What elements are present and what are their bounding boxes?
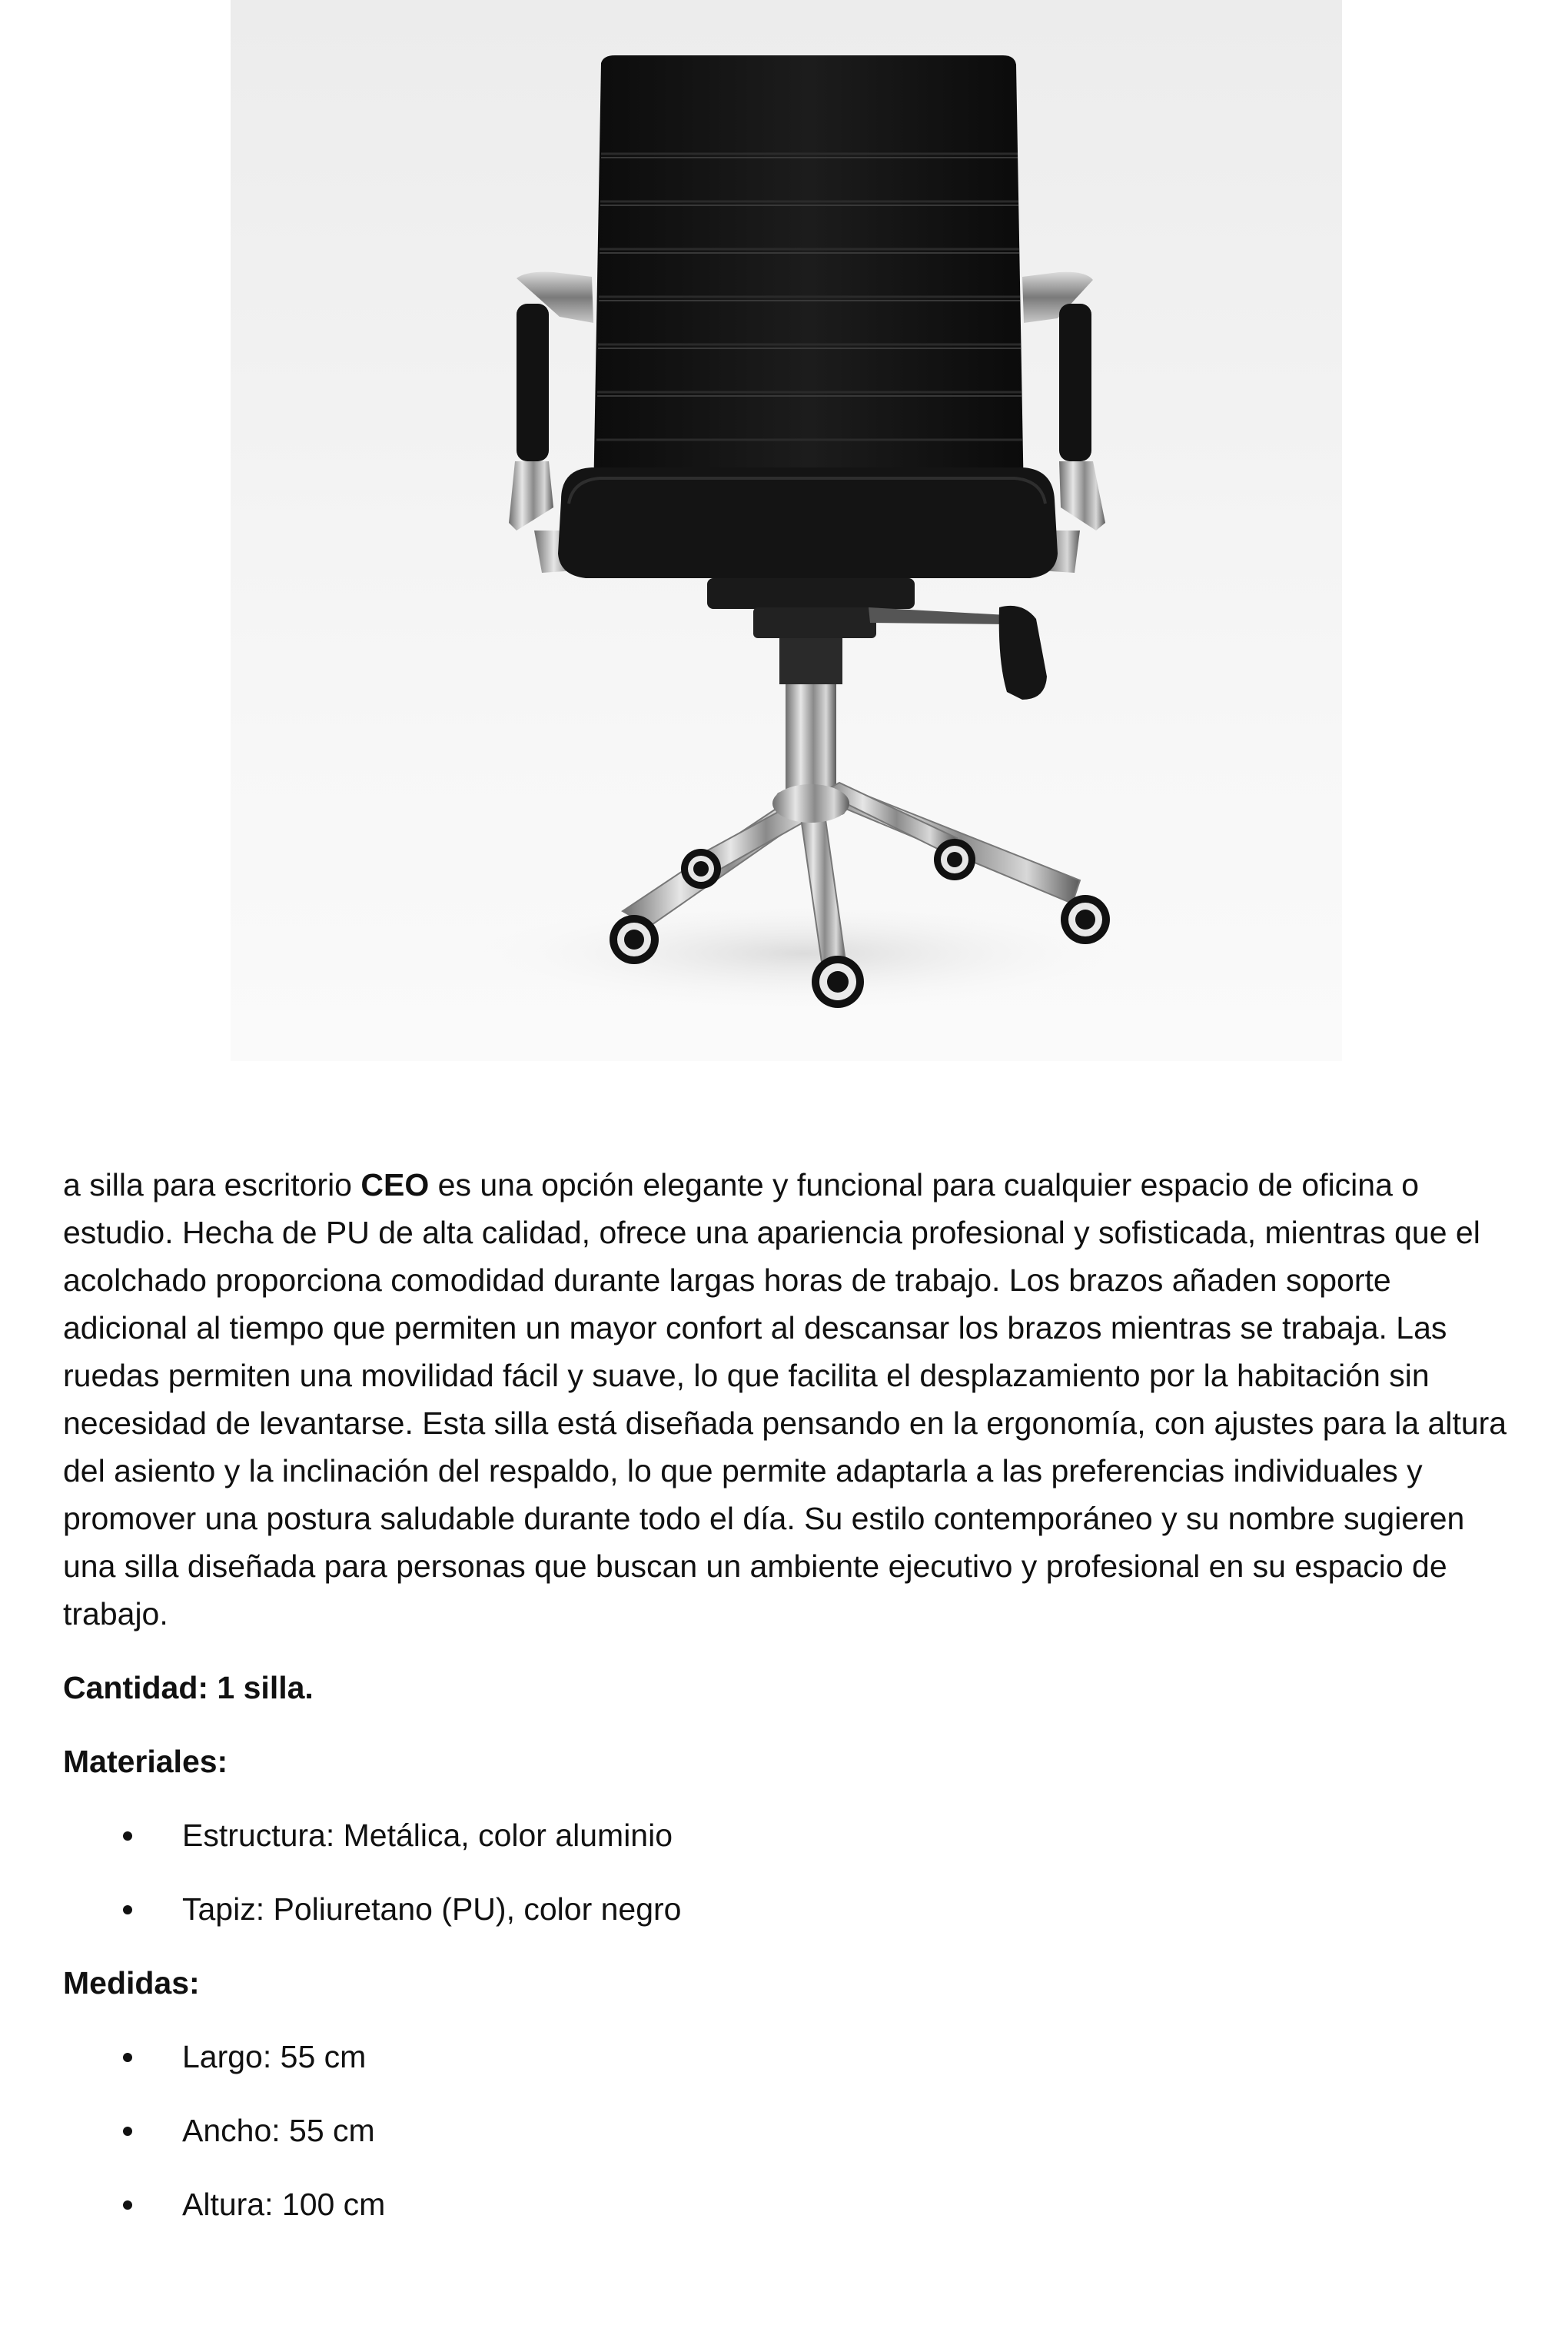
description-rest: es una opción elegante y funcional para cualquier espacio de oficina o estudio. Hecha de PU de alta calidad, ofrece una apariencia profesional y sofisticada, mientras que el acolchado proporciona comodidad durante largas horas de trabajo. Los brazos añaden soporte adicional al tiempo que permiten un mayor confort al descansar los brazos mientras se trabaja. Las ruedas permiten una movilidad fácil y suave, lo que facilita el desplazamiento por la habitación sin necesidad de levantarse. Esta silla está diseñada pensando en la ergonomía, con ajustes para la altura del asiento y la inclinación del respaldo, lo que permite adaptarla a las preferencias individuales y promover una postura saludable durante todo el día. Su estilo contemporáneo y su nombre sugieren una silla diseñada para personas que buscan un ambiente ejecutivo y profesional en su espacio de trabajo. — [63, 1167, 1507, 1632]
bullet-icon — [123, 2127, 132, 2136]
list-item — [63, 2033, 1523, 2081]
product-description — [63, 1161, 1523, 2228]
list-item-text: Altura: 100 cm — [182, 2187, 386, 2222]
measures-list — [63, 2033, 1523, 2228]
bullet-icon — [123, 2200, 132, 2210]
materials-list — [63, 1811, 1523, 1933]
list-item-text: Ancho: 55 cm — [182, 2113, 375, 2148]
description-paragraph — [63, 1161, 1523, 1638]
list-item-text: Estructura: Metálica, color aluminio — [182, 1818, 673, 1853]
bullet-icon — [123, 2053, 132, 2062]
chair-photo-icon — [231, 0, 1342, 1061]
description-intro: a silla para escritorio — [63, 1167, 361, 1202]
brand-name: CEO — [360, 1167, 430, 1202]
list-item-text: Largo: 55 cm — [182, 2039, 367, 2074]
list-item — [63, 2107, 1523, 2154]
list-item — [63, 1811, 1523, 1859]
materials-heading: Materiales: — [63, 1744, 228, 1779]
list-item-text: Tapiz: Poliuretano (PU), color negro — [182, 1891, 682, 1927]
quantity-label: Cantidad: 1 silla. — [63, 1670, 314, 1705]
list-item — [63, 2180, 1523, 2228]
measures-heading: Medidas: — [63, 1965, 200, 2001]
bullet-icon — [123, 1905, 132, 1914]
bullet-icon — [123, 1831, 132, 1841]
list-item — [63, 1885, 1523, 1933]
product-photo — [231, 0, 1342, 1061]
